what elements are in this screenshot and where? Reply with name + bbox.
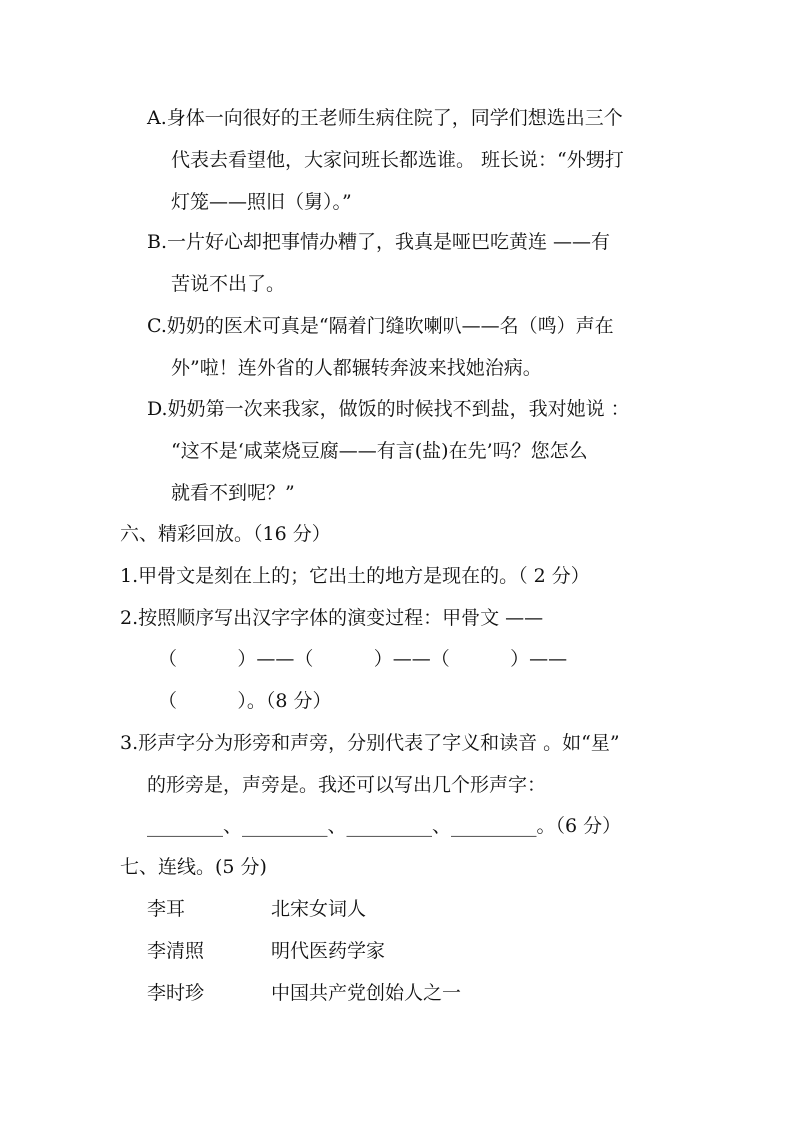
option-b-line-2: 苦说不出了。 [171, 273, 286, 295]
match-right-1: 北宋女词人 [271, 898, 367, 920]
match-left-3: 李时珍 [147, 982, 205, 1004]
option-a-line-1: A.身体一向很好的王老师生病住院了，同学们想选出三个 [147, 107, 623, 129]
question-2-line-1: 2.按照顺序写出汉字字体的演变过程：甲骨文 —— [120, 607, 544, 629]
question-3-line-3: ________、_________、_________、_________。（6 分） [147, 815, 622, 837]
match-right-3: 中国共产党创始人之一 [271, 982, 462, 1004]
question-1: 1.甲骨文是刻在上的；它出土的地方是现在的。（ 2 分） [120, 565, 590, 587]
question-2-line-2: （ ）——（ ）——（ ）—— [158, 648, 568, 670]
option-d-line-2: “这不是‘咸菜烧豆腐——有言(盐)在先’吗？您怎么 [171, 440, 588, 462]
section-7-heading: 七、连线。(5 分) [120, 856, 267, 878]
question-2-line-3: （ ）。（8 分） [158, 690, 332, 712]
match-left-2: 李清照 [147, 940, 205, 962]
option-c-line-2: 外”啦！连外省的人都辗转奔波来找她治病。 [171, 357, 542, 379]
option-a-line-2: 代表去看望他，大家问班长都选谁。 班长说：“外甥打 [171, 149, 624, 171]
question-3-line-2: 的形旁是，声旁是。我还可以写出几个形声字： [147, 774, 547, 796]
section-6-heading: 六、精彩回放。（16 分） [120, 523, 331, 545]
option-a-line-3: 灯笼——照旧（舅）。” [171, 191, 352, 213]
option-c-line-1: C.奶奶的医术可真是“隔着门缝吹喇叭——名（鸣）声在 [147, 315, 614, 337]
match-right-2: 明代医药学家 [271, 940, 386, 962]
option-b-line-1: B.一片好心却把事情办糟了，我真是哑巴吃黄连 ——有 [147, 231, 611, 253]
question-3-line-1: 3.形声字分为形旁和声旁，分别代表了字义和读音 。如“星” [120, 732, 620, 754]
match-left-1: 李耳 [147, 898, 186, 920]
option-d-line-1: D.奶奶第一次来我家，做饭的时候找不到盐，我对她说 ： [147, 398, 630, 420]
option-d-line-3: 就看不到呢？” [171, 482, 295, 504]
